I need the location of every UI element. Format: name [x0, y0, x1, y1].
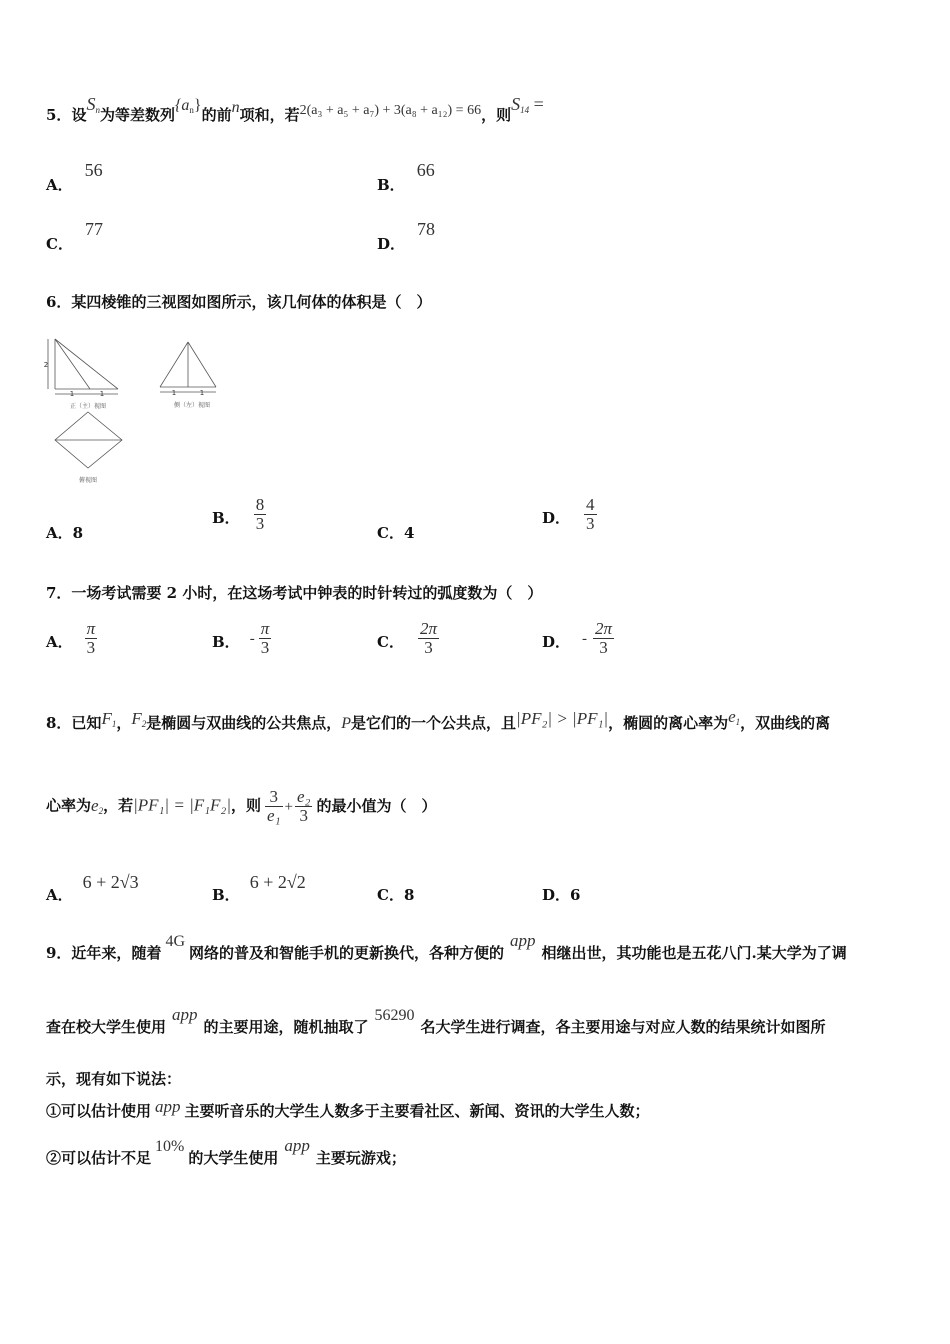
top-view — [55, 412, 122, 468]
option-label: A． — [46, 176, 73, 194]
option-value: 8 — [403, 886, 415, 904]
q9-statement-2 — [46, 1136, 406, 1168]
q5-stem — [46, 94, 544, 125]
q7-option-c[interactable] — [377, 620, 439, 657]
option-value: 6 + 2√2 — [249, 872, 306, 892]
option-label: B． — [212, 886, 240, 904]
math-4g: 4G — [165, 933, 186, 950]
q9-text: 的大学生使用 — [188, 1149, 279, 1167]
front-view — [48, 339, 118, 394]
option-label: D． — [542, 632, 571, 651]
q8-text: ，则 — [231, 796, 262, 815]
q5-text: 项和，若 — [239, 106, 300, 124]
fraction-3-over-e1: $\frac{3}{\text{e₁}}$ — [267, 787, 281, 825]
q5-number: 5． — [46, 106, 72, 124]
q9-text: ①可以估计使用 — [46, 1102, 152, 1120]
q6-option-c[interactable] — [377, 522, 414, 543]
math-e2: $e_2$ — [91, 795, 104, 816]
option-label: B． — [212, 508, 240, 527]
q9-text: 9．近年来，随着 — [46, 944, 162, 962]
q5-text: 为等差数列 — [99, 106, 175, 124]
dim-label: 1 — [199, 389, 205, 397]
q6-option-a[interactable] — [46, 522, 83, 543]
q7-option-d[interactable] — [542, 620, 614, 657]
q8-text: 是它们的一个公共点，且 — [351, 714, 517, 732]
dim-label: 1 — [171, 389, 177, 397]
option-label: C． — [377, 524, 404, 542]
fraction: $\frac{\pi}{3}$ — [260, 619, 270, 657]
q6-option-d[interactable] — [542, 496, 597, 533]
q9-text: 主要玩游戏； — [315, 1149, 406, 1167]
q5-text: 设 — [71, 106, 87, 124]
q5-option-c[interactable] — [46, 219, 103, 253]
q9-line2 — [46, 1005, 826, 1037]
fraction: $\frac{\pi}{3}$ — [86, 619, 96, 657]
math-f1: $F_1$ — [101, 709, 117, 729]
q8-option-b[interactable] — [212, 872, 306, 904]
option-label: C． — [46, 235, 73, 253]
option-label: B． — [212, 632, 240, 651]
math-app: app — [172, 1005, 198, 1024]
q9-text: 名大学生进行调查，各主要用途与对应人数的结果统计如图所 — [420, 1018, 826, 1036]
dim-label: 1 — [69, 390, 75, 398]
q9-text: 主要听音乐的大学生人数多于主要看社区、新闻、资讯的大学生人数； — [184, 1102, 650, 1120]
option-value: 77 — [84, 219, 103, 239]
math-plus: + — [284, 798, 293, 815]
q9-text: 网络的普及和智能手机的更新换代，各种方便的 — [189, 944, 505, 962]
math-f2: $F_2$ — [131, 709, 147, 729]
q8-text: ， — [116, 714, 132, 732]
q8-text: ，椭圆的离心率为 — [608, 714, 729, 732]
math-inequality: |PF₂| > |PF₁| — [516, 709, 609, 728]
dim-label: 1 — [99, 390, 105, 398]
option-value: 8 — [72, 524, 84, 542]
q5-math-equation: 2(a₃ + a₅ + a₇) + 3(a₈ + a₁₂) = 66 — [299, 103, 482, 118]
q5-option-a[interactable] — [46, 160, 103, 194]
q5-math-an: $\{a_n\}$ — [174, 97, 202, 115]
math-equation: |PF₁| = |F₁F₂| — [133, 795, 232, 815]
option-value: 4 — [403, 524, 415, 542]
option-label: D． — [542, 508, 571, 527]
q8-option-a[interactable] — [46, 872, 139, 904]
q7-stem: 7．一场考试需要 2 小时，在这场考试中钟表的时针转过的弧度数为（ ） — [46, 584, 543, 602]
option-label: D． — [377, 235, 406, 253]
three-view-drawing — [40, 334, 230, 489]
option-value: 56 — [84, 160, 103, 180]
q8-stem-line2 — [46, 788, 436, 825]
top-view-label: 俯视图 — [78, 477, 98, 484]
q5-option-d[interactable] — [377, 219, 436, 253]
fraction: $\frac{2\pi}{3}$ — [595, 619, 613, 657]
front-view-label: 正（主）视图 — [69, 403, 107, 410]
q6-three-view-figure — [40, 334, 230, 493]
option-label: A． — [46, 632, 73, 651]
q8-text: 的最小值为（ ） — [316, 796, 437, 815]
q5-math-s14: $S_{14}$ = — [511, 94, 544, 115]
math-p: P — [341, 715, 352, 732]
q8-stem-line1 — [46, 707, 831, 733]
option-label: C． — [377, 632, 404, 651]
q5-option-b[interactable] — [377, 160, 435, 194]
q8-option-c[interactable] — [377, 884, 414, 905]
q9-text: 的主要用途，随机抽取了 — [203, 1018, 369, 1036]
option-value: 78 — [417, 219, 436, 239]
q8-text: 是椭圆与双曲线的公共焦点， — [146, 714, 342, 732]
option-sign: - — [249, 630, 255, 647]
q9-text: 查在校大学生使用 — [46, 1018, 167, 1036]
option-label: D． — [542, 886, 571, 904]
fraction-e2-over-3: $\frac{\text{e₂}}{3}$ — [296, 787, 311, 825]
q9-text: ②可以估计不足 — [46, 1149, 152, 1167]
math-app: app — [510, 931, 536, 950]
q5-math-n: n — [231, 99, 240, 116]
q8-number: 8．已知 — [46, 714, 102, 732]
option-value: 66 — [416, 160, 435, 180]
math-sample-size: 56290 — [374, 1007, 415, 1024]
side-view-label: 侧（左）视图 — [173, 402, 211, 409]
q8-text: 心率为 — [46, 796, 92, 815]
fraction: $\frac{2\pi}{3}$ — [419, 619, 437, 657]
q6-stem: 6．某四棱锥的三视图如图所示，该几何体的体积是（ ） — [46, 293, 432, 311]
option-value: 6 + 2√3 — [82, 872, 139, 892]
option-sign: - — [582, 630, 588, 647]
option-value: 6 — [570, 886, 581, 904]
math-percent: 10% — [155, 1138, 185, 1155]
math-e1: $e_1$ — [728, 707, 741, 727]
q9-statement-1 — [46, 1097, 650, 1121]
math-app: app — [155, 1097, 181, 1116]
q7-option-a[interactable] — [46, 620, 97, 657]
q9-text: 相继出世，其功能也是五花八门.某大学为了调 — [541, 944, 847, 962]
math-app: app — [284, 1136, 310, 1155]
q5-text: ，则 — [481, 106, 512, 124]
option-label: C． — [377, 886, 404, 904]
q9-line3: 示，现有如下说法： — [46, 1070, 182, 1088]
q6-option-b[interactable] — [212, 496, 266, 533]
q8-text: ，若 — [103, 796, 134, 815]
option-label: A． — [46, 886, 73, 904]
q5-text: 的前 — [201, 106, 232, 124]
q7-option-b[interactable] — [212, 620, 271, 657]
option-label: B． — [377, 176, 405, 194]
q9-line1 — [46, 931, 847, 963]
fraction: $\frac{8}{3}$ — [255, 495, 265, 533]
q8-text: ，双曲线的离 — [740, 714, 831, 732]
q8-option-d[interactable] — [542, 884, 580, 905]
side-view — [160, 342, 216, 392]
dim-height-label: 2 — [43, 361, 49, 369]
fraction: $\frac{4}{3}$ — [586, 495, 595, 533]
option-label: A． — [46, 524, 73, 542]
q5-math-sn: $S_n$ — [86, 94, 100, 115]
